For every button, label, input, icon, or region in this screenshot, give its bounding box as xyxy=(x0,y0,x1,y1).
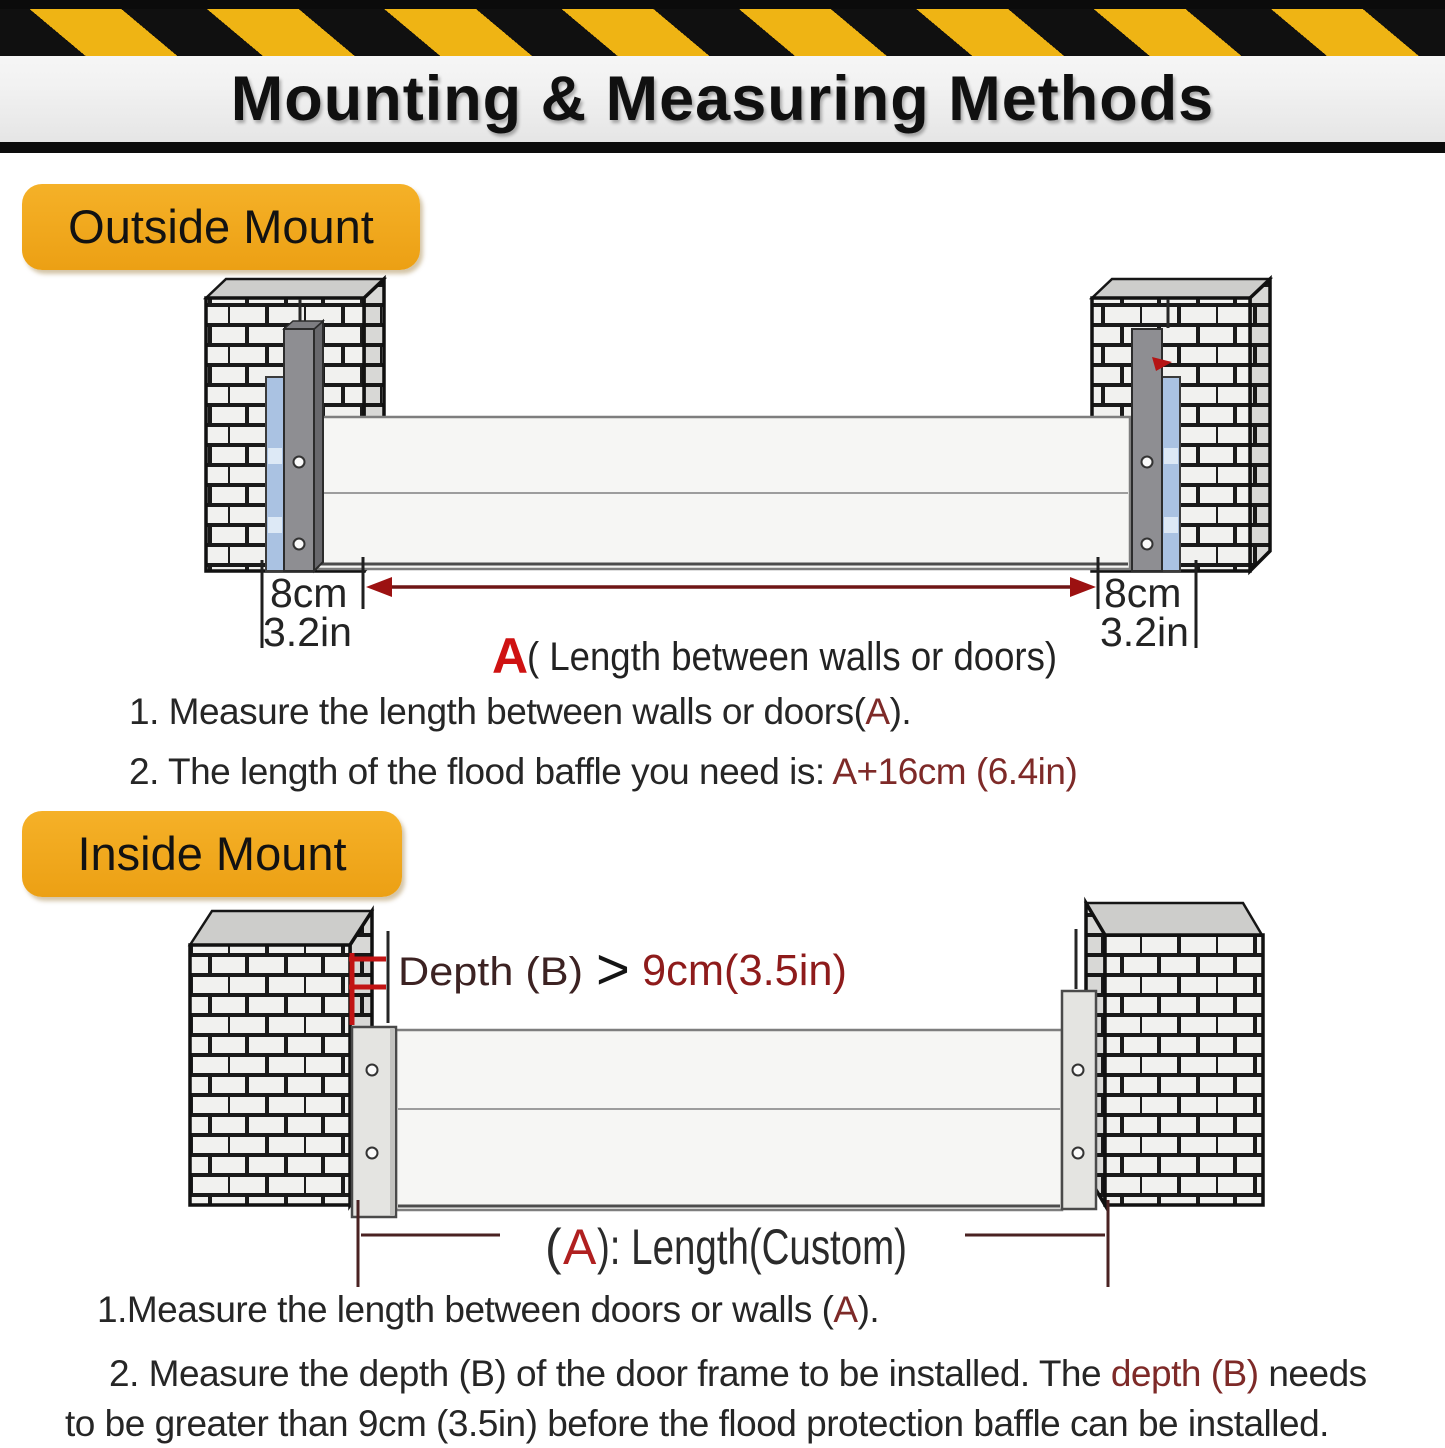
brick-pillar-right xyxy=(1086,903,1263,1205)
inside-step-1: 1.Measure the length between doors or walls (A). xyxy=(97,1289,880,1330)
seal-strip-left xyxy=(266,377,284,571)
seal-strip-right xyxy=(1162,377,1180,571)
outside-step-1: 1. Measure the length between walls or doors(A). xyxy=(129,691,912,732)
length-label-a: A xyxy=(563,1219,597,1275)
hazard-tape-top-edge xyxy=(0,0,1445,9)
depth-value: 9cm(3.5in) xyxy=(642,946,847,995)
inside-mount-steps xyxy=(65,1286,1367,1448)
dim-right-cm: 8cm xyxy=(1104,570,1182,616)
outside-mount-diagram xyxy=(0,265,1445,685)
inside-step-2-line-1: 2. Measure the depth (B) of the door frame to be installed. The depth (B) needs xyxy=(109,1353,1367,1395)
inside-step-2-line-2: to be greater than 9cm (3.5in) before the flood protection baffle can be installed. xyxy=(65,1403,1329,1445)
flood-barrier-panel xyxy=(318,417,1130,569)
depth-greater-than: > xyxy=(596,937,630,1002)
page-title: Mounting & Measuring Methods xyxy=(230,64,1215,134)
outside-mount-steps xyxy=(129,688,1077,796)
measurement-arrow xyxy=(366,577,1096,597)
outside-mount-badge: Outside Mount xyxy=(22,184,420,270)
dim-right-in: 3.2in xyxy=(1100,609,1189,655)
length-label-open: ( xyxy=(545,1219,562,1275)
flood-barrier-panel xyxy=(396,1030,1062,1210)
inside-mount-badge: Inside Mount xyxy=(22,811,402,897)
dim-left-cm: 8cm xyxy=(270,570,348,616)
mounting-plate-left xyxy=(352,1027,396,1217)
header-banner xyxy=(0,0,1445,153)
length-label-text: ): Length(Custom) xyxy=(597,1219,907,1275)
span-label-a: A xyxy=(492,628,529,684)
outside-step-2: 2. The length of the flood baffle you need is: A+16cm (6.4in) xyxy=(129,751,1078,793)
mounting-plate-right xyxy=(1062,991,1096,1209)
dim-left-in: 3.2in xyxy=(263,609,352,655)
banner-divider-bar xyxy=(0,142,1445,153)
span-label-text: ( Length between walls or doors) xyxy=(527,635,1057,679)
inside-mount-diagram xyxy=(0,895,1445,1305)
depth-label: Depth (B) xyxy=(398,950,583,994)
mounting-channel-left xyxy=(284,321,323,571)
brick-pillar-left xyxy=(190,911,372,1205)
